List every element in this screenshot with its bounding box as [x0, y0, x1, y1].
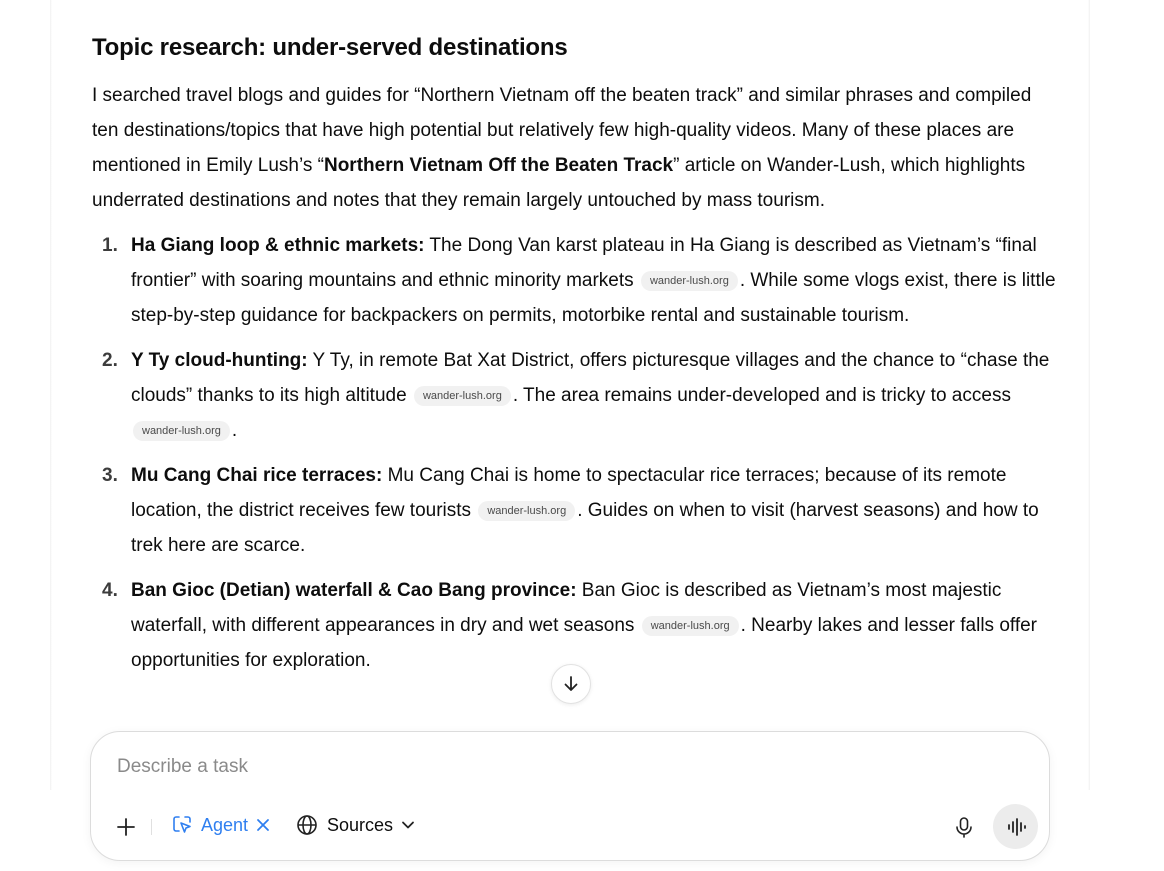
item-text: . Nearby lakes and lesser falls offer opportunities for exploration.: [131, 615, 1037, 671]
scroll-to-bottom-button[interactable]: [551, 664, 591, 704]
item-text: . While some vlogs exist, there is little step-by-step guidance for backpackers on permits, motorbike rental and sustainable tourism.: [131, 270, 1056, 326]
task-composer: [90, 731, 1050, 861]
close-icon[interactable]: [256, 818, 270, 832]
item-text: . Guides on when to visit (harvest seasons) and how to trek here are scarce.: [131, 500, 1039, 556]
list-number: 3.: [102, 465, 118, 486]
item-text: Y Ty, in remote Bat Xat District, offers picturesque villages and the chance to “chase the clouds” thanks to its high altitude: [131, 350, 1050, 406]
conversation-edge-left: [50, 0, 52, 790]
globe-icon: [296, 814, 318, 836]
toolbar-divider: [151, 819, 152, 835]
item-text: Mu Cang Chai is home to spectacular rice terraces; because of its remote location, the district receives few tourists: [131, 465, 1007, 521]
list-item: [92, 343, 1057, 448]
list-item: [92, 458, 1057, 563]
voice-mode-button[interactable]: [993, 804, 1038, 849]
article-title-bold: Northern Vietnam Off the Beaten Track: [323, 155, 674, 176]
citation-link[interactable]: wander-lush.org: [641, 271, 738, 291]
arrow-down-icon: [561, 674, 581, 694]
intro-text-continued: ” article on Wander-Lush, which highlights underrated destinations and notes that they remain largely untouched by mass tourism.: [92, 155, 1026, 211]
plus-icon: [116, 817, 136, 837]
assistant-message: [92, 30, 1057, 732]
list-item: [92, 573, 1057, 678]
section-heading: Topic research: under-served destinations: [92, 34, 568, 61]
sources-dropdown[interactable]: [296, 814, 415, 836]
agent-mode-chip[interactable]: [171, 814, 270, 836]
intro-paragraph: [92, 78, 1057, 218]
list-number: 2.: [102, 350, 118, 371]
conversation-edge-right: [1088, 0, 1090, 790]
item-text: Ban Gioc is described as Vietnam’s most majestic waterfall, with different appearances in dry and wet seasons: [131, 580, 1002, 636]
destination-list: [92, 228, 1057, 678]
item-text: . The area remains under-developed and is tricky to access: [512, 385, 1011, 406]
citation-link[interactable]: wander-lush.org: [133, 421, 230, 441]
task-input[interactable]: Describe a task: [117, 756, 248, 777]
citation-link[interactable]: wander-lush.org: [642, 616, 739, 636]
agent-label: Agent: [201, 814, 249, 835]
citation-link[interactable]: wander-lush.org: [478, 501, 575, 521]
item-heading: Mu Cang Chai rice terraces:: [131, 465, 383, 486]
add-attachment-button[interactable]: [113, 814, 139, 840]
agent-cursor-icon: [171, 814, 193, 836]
chevron-down-icon: [401, 818, 415, 832]
item-heading: Y Ty cloud-hunting:: [131, 350, 308, 371]
citation-link[interactable]: wander-lush.org: [414, 386, 511, 406]
list-number: 4.: [102, 580, 118, 601]
list-item: [92, 228, 1057, 333]
dictation-button[interactable]: [951, 814, 977, 840]
item-text: .: [231, 420, 238, 441]
item-text: The Dong Van karst plateau in Ha Giang is described as Vietnam’s “final frontier” with soaring mountains and ethnic minority markets: [131, 235, 1037, 291]
list-number: 1.: [102, 235, 118, 256]
voice-waveform-icon: [1005, 816, 1027, 838]
intro-text: I searched travel blogs and guides for “Northern Vietnam off the beaten track” and similar phrases and compiled ten destinations/topics that have high potential but relatively few high-quality videos. Many of these places are mentioned in Emily Lush’s “: [92, 85, 1032, 176]
sources-label: Sources: [327, 814, 394, 835]
item-heading: Ha Giang loop & ethnic markets:: [131, 235, 425, 256]
item-heading: Ban Gioc (Detian) waterfall & Cao Bang province:: [131, 580, 577, 601]
microphone-icon: [953, 816, 975, 838]
